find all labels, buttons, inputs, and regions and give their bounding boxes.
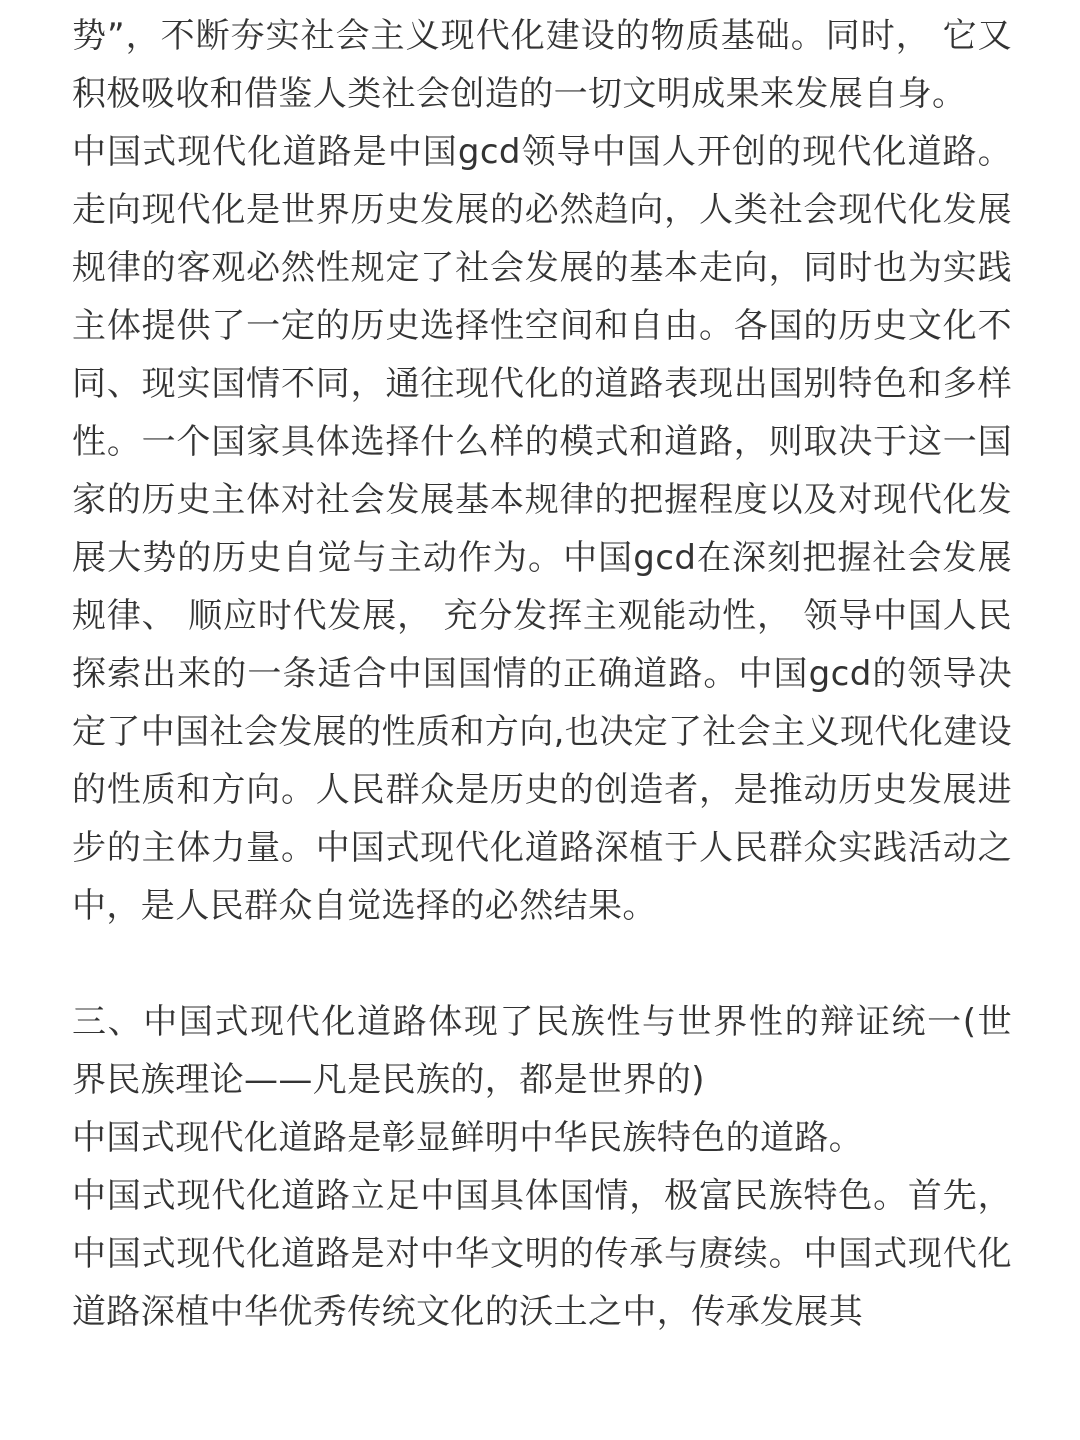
paragraph-modernization-path: 中国式现代化道路是中国gcd领导中国人开创的现代化道路。走向现代化是世界历史发展的必然趋向，人类社会现代化发展规律的客观必然性规定了社会发展的基本走向，同时也为实践主体提供了一定的历史选择性空间和自由。各国的历史文化不同、现实国情不同，通往现代化的道路表现出国别特色和多样性。一个国家具体选择什么样的模式和道路，则取决于这一国家的历史主体对社会发展基本规律的把握程度以及对现代化发展大势的历史自觉与主动作为。中国gcd在深刻把握社会发展规律、 顺应时代发展， 充分发挥主观能动性， 领导中国人民探索出来的一条适合中国国情的正确道路。中国gcd的领导决定了中国社会发展的性质和方向,也决定了社会主义现代化建设的性质和方向。人民群众是历史的创造者，是推动历史发展进步的主体力量。中国式现代化道路深植于人民群众实践活动之中，是人民群众自觉选择的必然结果。 <box>72 132 1013 926</box>
paragraph-national-conditions: 中国式现代化道路立足中国具体国情，极富民族特色。首先，中国式现代化道路是对中华文明的传承与赓续。中国式现代化道路深植中华优秀传统文化的沃土之中，传承发展其 <box>72 1176 1012 1332</box>
paragraph-intro-continuation: 势”，不断夯实社会主义现代化建设的物质基础。同时， 它又积极吸收和借鉴人类社会创造的一切文明成果来发展自身。 <box>72 16 1012 114</box>
document-body <box>72 7 1012 1341</box>
section-heading-three: 三、中国式现代化道路体现了民族性与世界性的辩证统一(世界民族理论——凡是民族的，都是世界的) <box>72 1002 1013 1100</box>
paragraph-gap <box>72 935 1012 993</box>
paragraph-national-character: 中国式现代化道路是彰显鲜明中华民族特色的道路。 <box>72 1118 864 1158</box>
